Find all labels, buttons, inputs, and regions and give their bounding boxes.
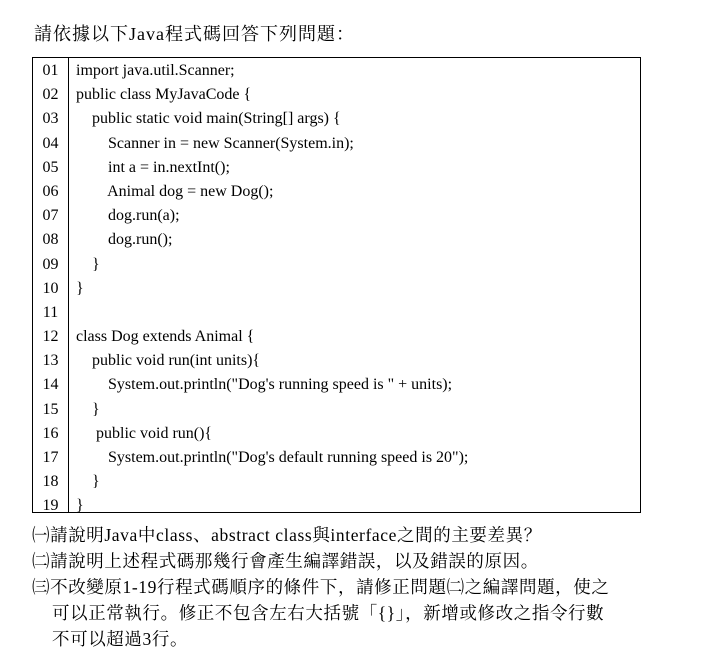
code-line: public void run(){ [76,424,213,442]
line-number: 02 [42,86,59,104]
question-3: ㈢不改變原1-19行程式碼順序的條件下，請修正問題㈡之編譯問題，使之 [32,577,610,597]
line-number: 01 [42,62,59,79]
intro-text: 請依據以下Java程式碼回答下列問題： [34,24,355,44]
code-line: System.out.println("Dog's default running speed is 20"); [76,449,469,466]
line-number: 16 [42,424,59,442]
code-line: } [76,255,100,273]
line-number: 03 [42,110,59,128]
line-number: 10 [42,279,59,297]
line-number: 09 [42,255,59,273]
code-line: public class MyJavaCode { [76,86,252,104]
code-line: } [76,497,84,515]
question-3-continuation: 不可以超過3行。 [52,629,189,649]
code-line: } [76,473,100,491]
line-number: 04 [42,134,59,152]
code-line: System.out.println("Dog's running speed is " + units); [76,376,453,394]
code-line: } [76,279,84,297]
question-3-continuation: 可以正常執行。修正不包含左右大括號「{}」，新增或修改之指令行數 [52,603,605,623]
code-line: public static void main(String[] args) { [76,110,341,128]
code-text-column [69,58,640,515]
line-number: 14 [42,376,59,394]
code-line: } [76,400,100,418]
line-number: 15 [42,400,59,418]
line-number: 13 [42,352,59,370]
line-number: 07 [42,207,59,225]
line-number: 12 [42,328,59,346]
code-line: class Dog extends Animal { [76,328,255,346]
line-number: 06 [42,182,59,200]
line-number: 17 [42,449,59,466]
line-number: 05 [42,158,59,176]
code-listing [32,57,641,513]
question-2: ㈡請說明上述程式碼那幾行會產生編譯錯誤，以及錯誤的原因。 [32,551,539,571]
code-line: Scanner in = new Scanner(System.in); [76,134,354,152]
code-line [76,301,640,325]
code-line: import java.util.Scanner; [76,62,235,79]
code-line: int a = in.nextInt(); [76,158,230,176]
line-number-column [33,58,69,515]
code-line: public void run(int units){ [76,352,261,370]
line-number: 18 [42,473,59,491]
code-line: dog.run(); [76,231,173,249]
code-line: dog.run(a); [76,207,180,225]
code-line: Animal dog = new Dog(); [76,182,274,200]
question-1: ㈠請說明Java中class、abstract class與interface之間的主要差異？ [32,525,542,545]
line-number: 11 [42,303,59,321]
line-number: 08 [42,231,59,249]
question-list [32,522,712,652]
line-number: 19 [42,497,59,515]
